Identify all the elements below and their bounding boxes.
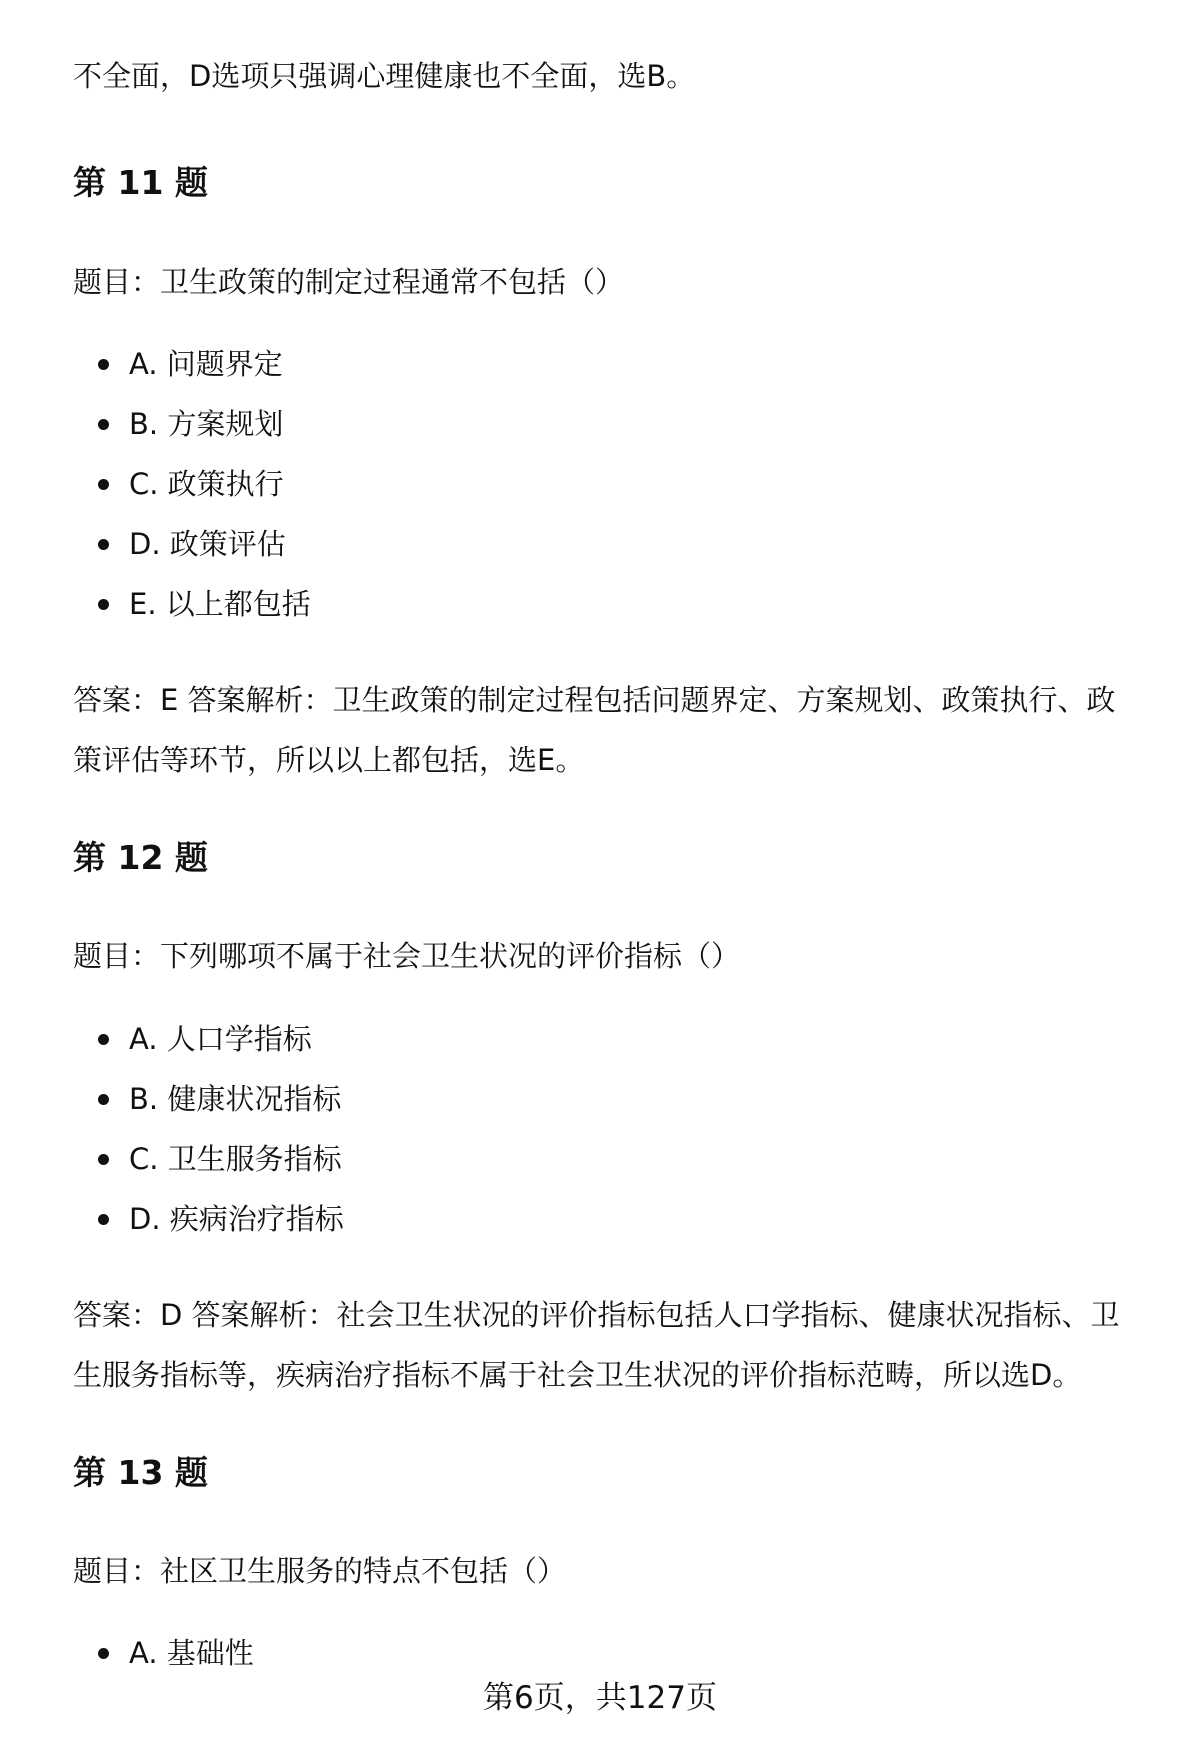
bullet-icon [98, 1094, 109, 1105]
option-item [73, 454, 311, 514]
question-stem: 题目：卫生政策的制定过程通常不包括（） [73, 265, 625, 299]
option-item [73, 514, 311, 574]
option-label: C. 政策执行 [129, 467, 284, 501]
question-heading: 第 11 题 [73, 163, 208, 202]
option-label: B. 方案规划 [129, 407, 284, 441]
option-item [73, 1189, 344, 1249]
answer-line: 答案：E 答案解析：卫生政策的制定过程包括问题界定、方案规划、政策执行、政 [73, 683, 1116, 717]
options-list [73, 334, 311, 634]
question-heading: 第 12 题 [73, 838, 208, 877]
option-label: A. 基础性 [129, 1636, 254, 1670]
answer-line: 策评估等环节，所以以上都包括，选E。 [73, 743, 585, 777]
option-label: D. 政策评估 [129, 527, 286, 561]
option-item [73, 1009, 344, 1069]
bullet-icon [98, 419, 109, 430]
answer-line: 答案：D 答案解析：社会卫生状况的评价指标包括人口学指标、健康状况指标、卫 [73, 1298, 1120, 1332]
options-list [73, 1623, 254, 1683]
answer-line: 生服务指标等，疾病治疗指标不属于社会卫生状况的评价指标范畴，所以选D。 [73, 1358, 1082, 1392]
question-stem: 题目：下列哪项不属于社会卫生状况的评价指标（） [73, 939, 741, 973]
option-item [73, 1069, 344, 1129]
option-label: C. 卫生服务指标 [129, 1142, 342, 1176]
option-item [73, 574, 311, 634]
question-heading: 第 13 题 [73, 1453, 208, 1492]
question-stem: 题目：社区卫生服务的特点不包括（） [73, 1554, 567, 1588]
option-label: B. 健康状况指标 [129, 1082, 342, 1116]
bullet-icon [98, 359, 109, 370]
bullet-icon [98, 1214, 109, 1225]
option-label: A. 人口学指标 [129, 1022, 312, 1056]
intro-line: 不全面，D选项只强调心理健康也不全面，选B。 [73, 59, 696, 93]
bullet-icon [98, 1154, 109, 1165]
page-footer: 第6页，共127页 [483, 1680, 717, 1716]
answer-block [73, 670, 1116, 790]
option-label: A. 问题界定 [129, 347, 283, 381]
option-label: E. 以上都包括 [129, 587, 311, 621]
option-item [73, 1129, 344, 1189]
bullet-icon [98, 1648, 109, 1659]
answer-block [73, 1285, 1120, 1405]
bullet-icon [98, 539, 109, 550]
bullet-icon [98, 599, 109, 610]
bullet-icon [98, 1034, 109, 1045]
options-list [73, 1009, 344, 1249]
option-item [73, 334, 311, 394]
option-item [73, 394, 311, 454]
option-label: D. 疾病治疗指标 [129, 1202, 344, 1236]
bullet-icon [98, 479, 109, 490]
option-item [73, 1623, 254, 1683]
